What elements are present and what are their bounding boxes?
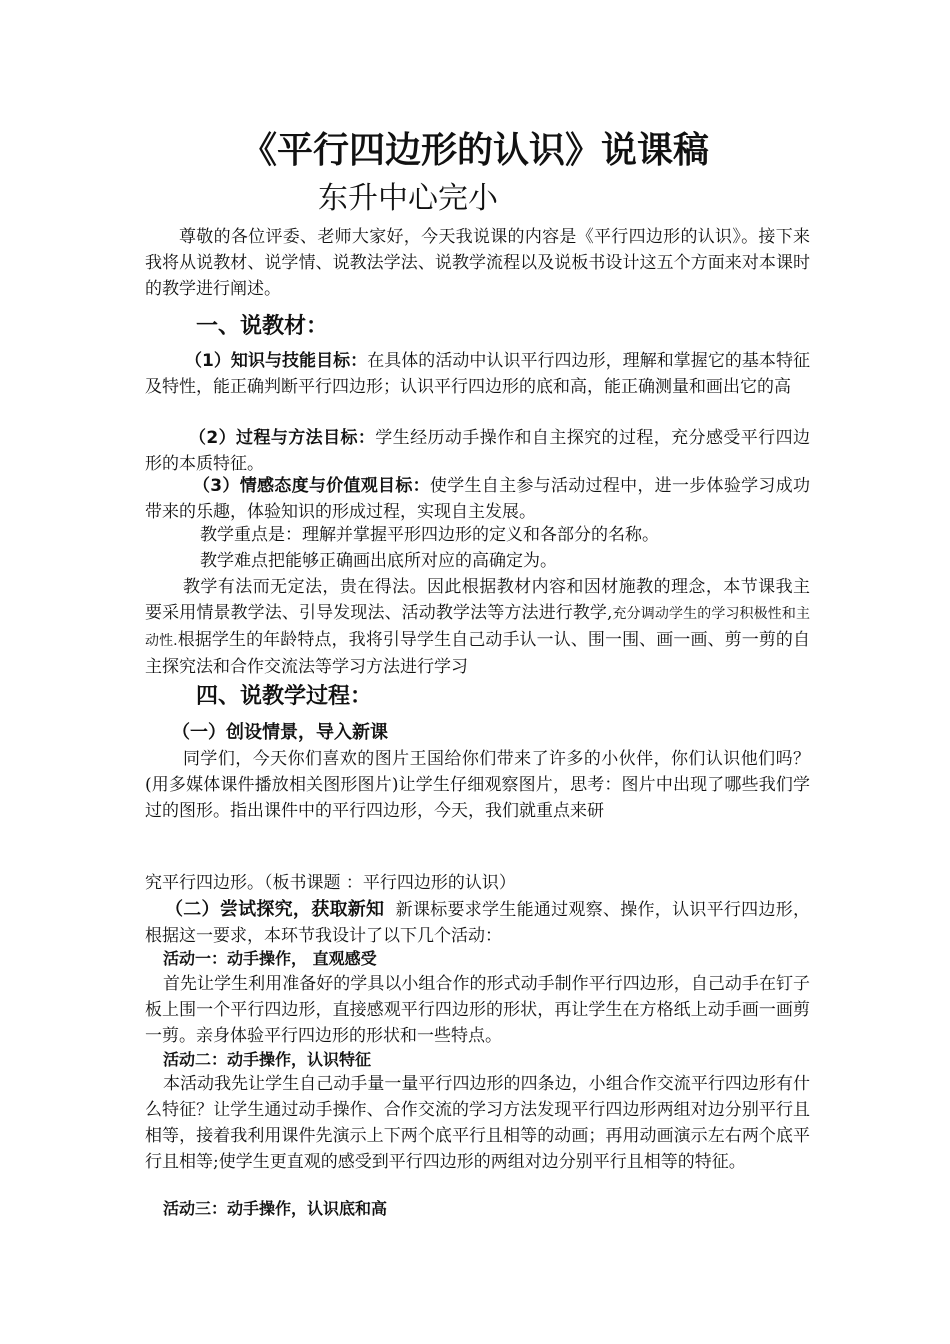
activity-3-heading: 活动三：动手操作，认识底和高 bbox=[163, 1199, 388, 1218]
goal-3-label: （3）情感态度与价值观目标： bbox=[193, 476, 430, 496]
method-text-b: 根据学生的年龄特点，我将引导学生自己动手认一认、围一围、画一画、剪一剪的自主探究法和合作交流法等学习方法进行学习 bbox=[145, 630, 811, 677]
part-2-paragraph bbox=[145, 897, 810, 949]
part-1-continuation: 究平行四边形。（板书课题 ：平行四边形的认识） bbox=[145, 873, 516, 893]
key-point-text: 教学重点是：理解并掌握平形四边形的定义和各部分的名称。 bbox=[200, 525, 659, 545]
activity-1-paragraph: 首先让学生利用准备好的学具以小组合作的形式动手制作平行四边形，自己动手在钉子板上围一个平行四边形，直接感观平行四边形的形状，再让学生在方格纸上动手画一画剪一剪。亲身体验平行四边形的形状和一些特点。 bbox=[145, 974, 810, 1046]
goal-2-text: 学生经历动手操作和自主探究的过程，充分感受平行四边形的本质特征。 bbox=[145, 428, 810, 474]
page-title: 《平行四边形的认识》说课稿 bbox=[240, 130, 709, 171]
difficulty-text: 教学难点把能够正确画出底所对应的高确定为。 bbox=[200, 551, 557, 571]
goal-1-paragraph bbox=[145, 348, 810, 400]
activity-2-heading: 活动二：动手操作，认识特征 bbox=[163, 1050, 372, 1069]
part-2-text: 新课标要求学生能通过观察、操作，认识平行四边形，根据这一要求，本环节我设计了以下几个活动： bbox=[145, 900, 811, 946]
activity-2-paragraph: 本活动我先让学生自己动手量一量平行四边形的四条边，小组合作交流平行四边形有什么特征？让学生通过动手操作、合作交流的学习方法发现平行四边形两组对边分别平行且相等，接着我利用课件先演示上下两个底平行且相等的动画；再用动画演示左右两个底平行且相等;使学生更直观的感受到平行四边形的两组对边分别平行且相等的特征。 bbox=[145, 1074, 810, 1172]
goal-3-text: 使学生自主参与活动过程中，进一步体验学习成功带来的乐趣，体验知识的形成过程，实现自主发展。 bbox=[145, 476, 811, 522]
goal-1-label: （1）知识与技能目标： bbox=[185, 351, 368, 371]
part-1-paragraph: 同学们，今天你们喜欢的图片王国给你们带来了许多的小伙伴，你们认识他们吗？(用多媒体课件播放相关图形图片)让学生仔细观察图片，思考：图片中出现了哪些我们学过的图形。指出课件中的平行四边形，今天，我们就重点来研 bbox=[145, 749, 810, 821]
page-subtitle: 东升中心完小 bbox=[318, 181, 498, 216]
part-1-heading: （一）创设情景，导入新课 bbox=[172, 722, 388, 743]
activity-1-heading: 活动一：动手操作， 直观感受 bbox=[163, 949, 377, 968]
goal-3-paragraph bbox=[145, 473, 810, 525]
section-heading-1: 一、说教材： bbox=[196, 314, 329, 339]
section-heading-4: 四、说教学过程： bbox=[196, 684, 373, 709]
method-text-a: 教学有法而无定法，贵在得法。因此根据教材内容和因材施教的理念，本节课我主要采用情景教学法、引导发现法、活动教学法等方法进行教学, bbox=[145, 577, 810, 623]
intro-paragraph: 尊敬的各位评委、老师大家好，今天我说课的内容是《平行四边形的认识》。接下来我将从说教材、说学情、说教法学法、说教学流程以及说板书设计这五个方面来对本课时的教学进行阐述。 bbox=[145, 227, 810, 299]
goal-2-paragraph bbox=[145, 425, 810, 477]
method-text-small: 充分调动学生的学习积极性和主动性. bbox=[145, 606, 811, 649]
goal-2-label: （2）过程与方法目标： bbox=[189, 428, 376, 448]
goal-1-text: 在具体的活动中认识平行四边形，理解和掌握它的基本特征及特性，能正确判断平行四边形；认识平行四边形的底和高，能正确测量和画出它的高 bbox=[145, 351, 810, 397]
part-2-heading: （二）尝试探究，获取新知 bbox=[165, 899, 385, 920]
teaching-method-paragraph bbox=[145, 574, 810, 680]
